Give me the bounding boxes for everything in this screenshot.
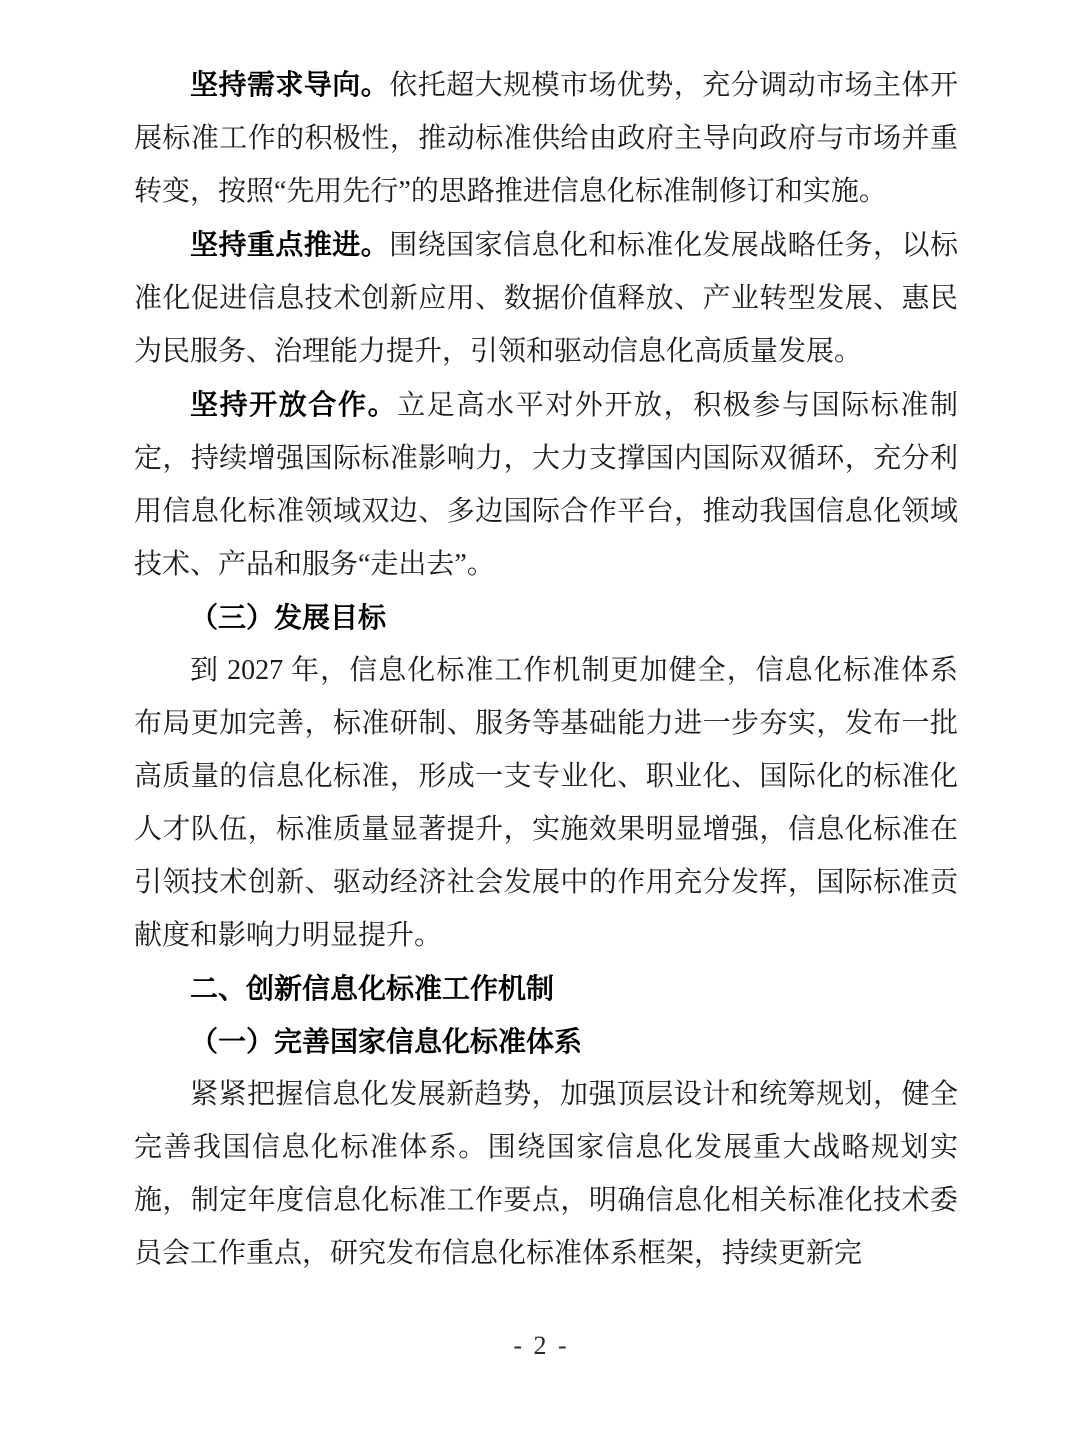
paragraph: 坚持重点推进。围绕国家信息化和标准化发展战略任务，以标准化促进信息技术创新应用、数据价值释放、产业转型发展、惠民为民服务、治理能力提升，引领和驱动信息化高质量发展。 (134, 229, 958, 367)
page-number: - 2 - (513, 1331, 567, 1360)
section-heading: 二、创新信息化标准工作机制 (190, 973, 555, 1004)
section-heading: （三）发展目标 (190, 602, 387, 633)
paragraph: 坚持需求导向。依托超大规模市场优势，充分调动市场主体开展标准工作的积极性，推动标准供给由政府主导向政府与市场并重转变，按照“先用先行”的思路推进信息化标准制修订和实施。 (134, 69, 958, 207)
section-heading: （一）完善国家信息化标准体系 (190, 1026, 583, 1057)
paragraph-lead-bold: 坚持重点推进。 (190, 229, 390, 260)
paragraph-lead-bold: 坚持需求导向。 (190, 69, 390, 100)
paragraph: 紧紧把握信息化发展新趋势，加强顶层设计和统筹规划，健全完善我国信息化标准体系。围绕国家信息化发展重大战略规划实施，制定年度信息化标准工作要点，明确信息化相关标准化技术委员会工作重点，研究发布信息化标准体系框架，持续更新完 (134, 1079, 958, 1269)
document-body (134, 58, 958, 1280)
paragraph: 到 2027 年，信息化标准工作机制更加健全，信息化标准体系布局更加完善，标准研制、服务等基础能力进一步夯实，发布一批高质量的信息化标准，形成一支专业化、职业化、国际化的标准化人才队伍，标准质量显著提升，实施效果明显增强，信息化标准在引领技术创新、驱动经济社会发展中的作用充分发挥，国际标准贡献度和影响力明显提升。 (134, 655, 958, 951)
paragraph-lead-bold: 坚持开放合作。 (190, 389, 398, 420)
paragraph: 坚持开放合作。立足高水平对外开放，积极参与国际标准制定，持续增强国际标准影响力，大力支撑国内国际双循环，充分利用信息化标准领域双边、多边国际合作平台，推动我国信息化领域技术、产品和服务“走出去”。 (134, 389, 958, 580)
